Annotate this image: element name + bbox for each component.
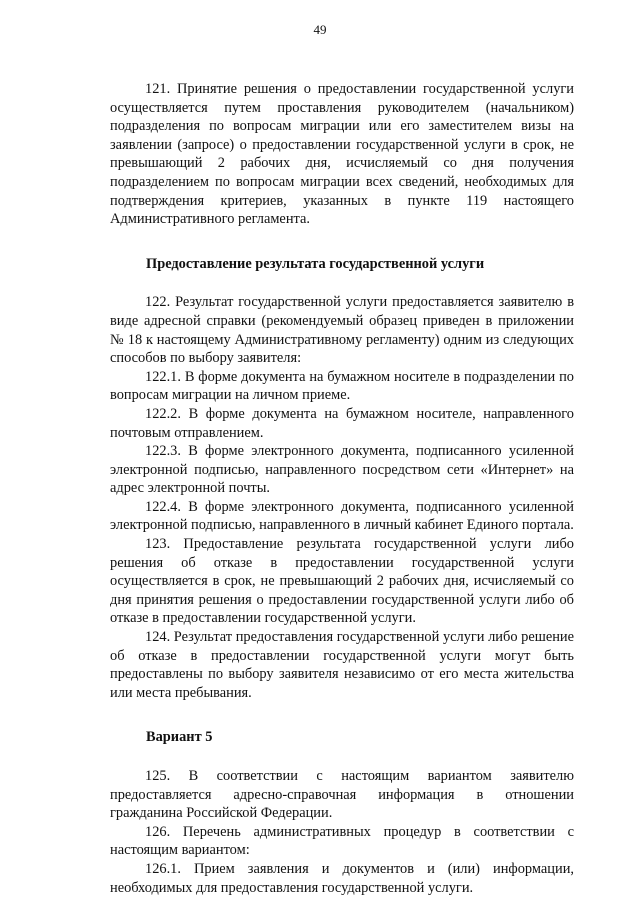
section-heading-variant: Вариант 5 [146, 729, 213, 746]
paragraph-122-4: 122.4. В форме электронного документа, подписанного усиленной электронной подписью, направленного в личный кабинет Единого портала. [110, 498, 574, 534]
page-number: 49 [313, 22, 327, 37]
document-body [110, 80, 574, 897]
spacer [110, 747, 574, 767]
section-heading-result: Предоставление результата государственной услуги [146, 255, 485, 272]
paragraph-125: 125. В соответствии с настоящим вариантом заявителю предоставляется адресно-справочная информация в отношении гражданина Российской Федерации. [110, 768, 574, 822]
paragraph-122-2: 122.2. В форме документа на бумажном носителе, направленного почтовым отправлением. [110, 405, 574, 441]
paragraph-121: 121. Принятие решения о предоставлении государственной услуги осуществляется путем проставления руководителем (начальником) подразделения по вопросам миграции или его заместителем визы на заявлении (запросе) о предоставлении государственной услуги в срок, не превышающий 2 рабочих дня, исчисляемый со дня получения подразделением по вопросам миграции всех сведений, необходимых для подтверждения критериев, указанных в пункте 119 настоящего Административного регламента. [110, 81, 574, 228]
spacer [110, 702, 574, 728]
paragraph-122-3: 122.3. В форме электронного документа, подписанного усиленной электронной подписью, направленного посредством сети «Интернет» на адрес электронной почты. [110, 443, 574, 497]
paragraph-123: 123. Предоставление результата государственной услуги либо решения об отказе в предоставлении государственной услуги осуществляется в срок, не превышающий 2 рабочих дня, исчисляемый со дня принятия решения о предоставлении государственной услуги либо об отказе в предоставлении государственной услуги. [110, 536, 574, 627]
spacer [110, 273, 574, 293]
spacer [110, 229, 574, 255]
paragraph-124: 124. Результат предоставления государственной услуги либо решение об отказе в предоставлении государственной услуги могут быть предоставлены по выбору заявителя независимо от его места жительства или места пребывания. [110, 629, 574, 701]
paragraph-126: 126. Перечень административных процедур в соответствии с настоящим вариантом: [110, 823, 574, 859]
paragraph-126-1: 126.1. Прием заявления и документов и (или) информации, необходимых для предоставления государственной услуги. [110, 860, 574, 896]
paragraph-122-1: 122.1. В форме документа на бумажном носителе в подразделении по вопросам миграции на личном приеме. [110, 368, 574, 404]
paragraph-122: 122. Результат государственной услуги предоставляется заявителю в виде адресной справки (рекомендуемый образец приведен в приложении № 18 к настоящему Административному регламенту) одним из следующих способов по выбору заявителя: [110, 294, 574, 367]
